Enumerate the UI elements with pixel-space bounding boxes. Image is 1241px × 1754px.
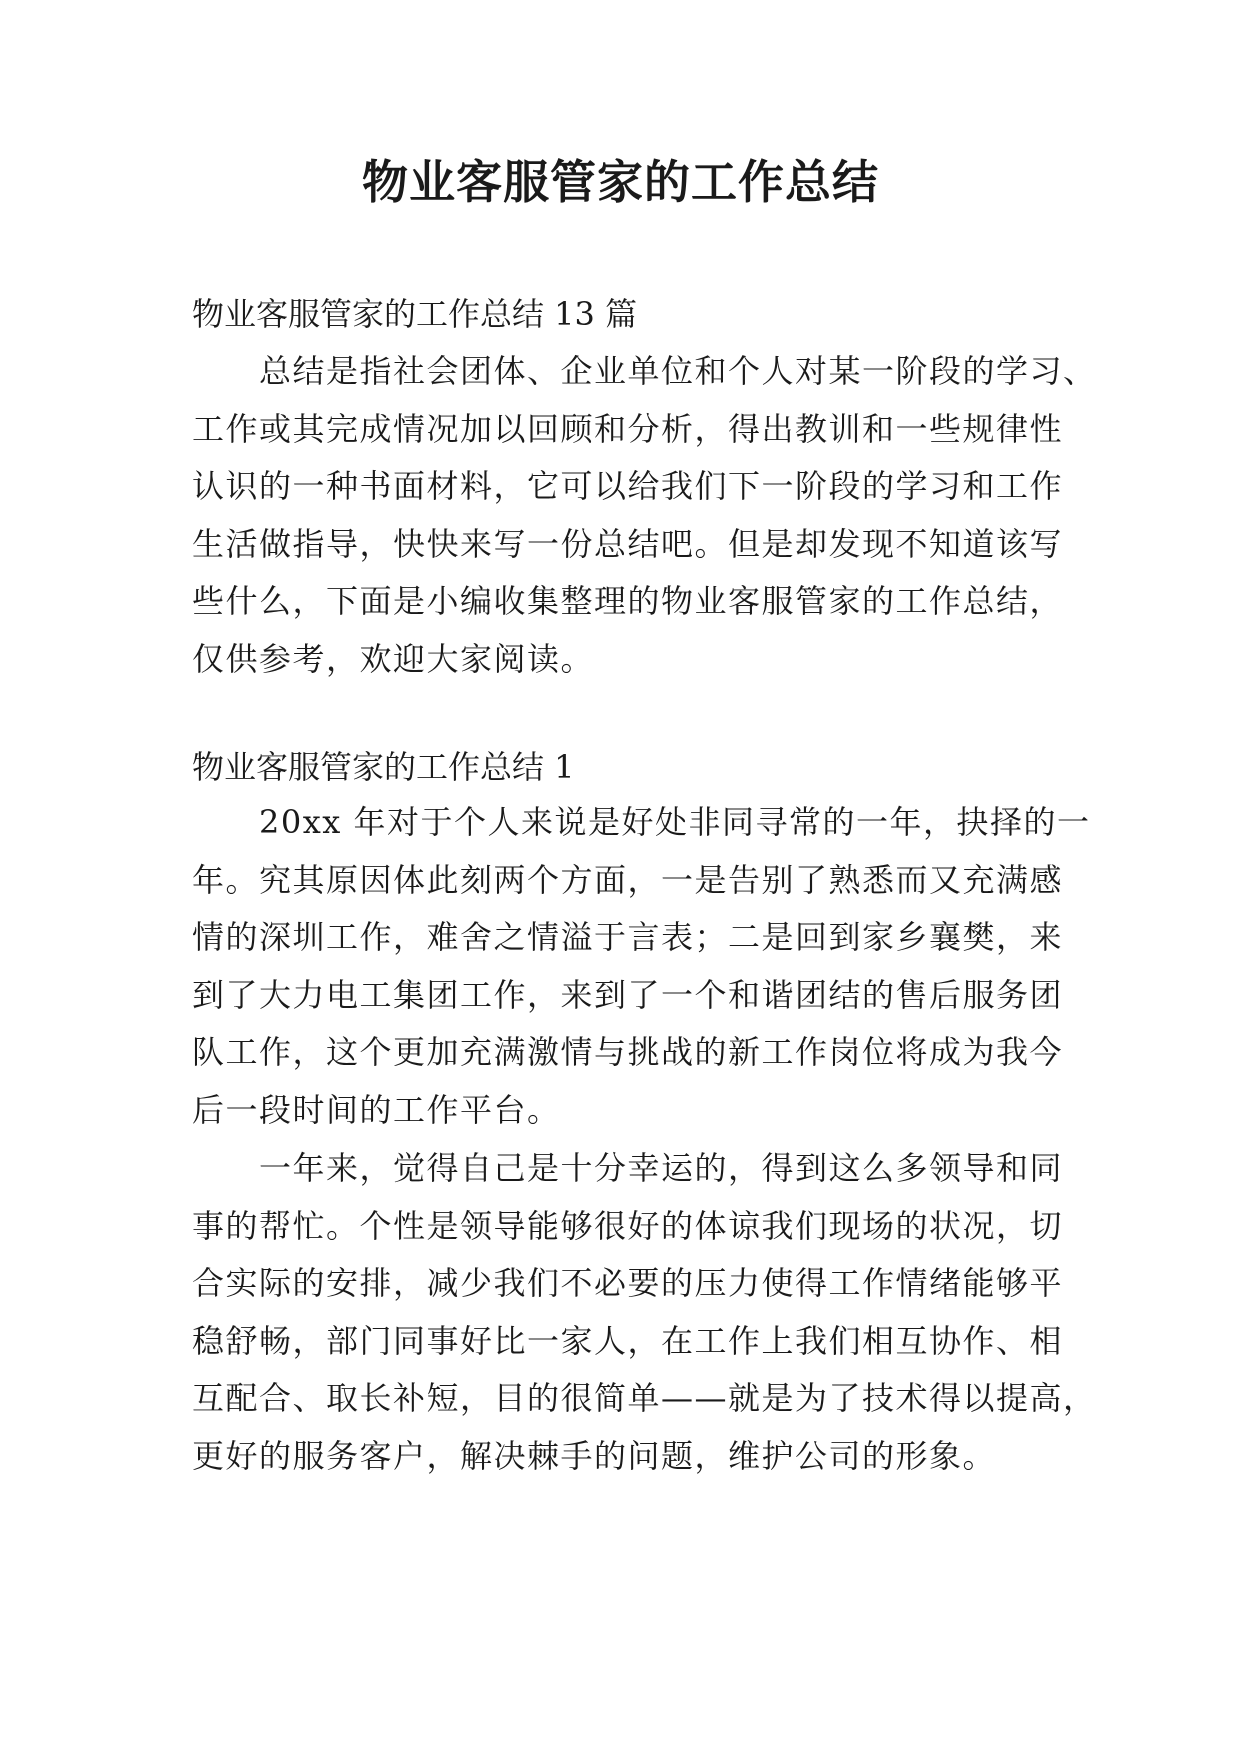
intro-line: 工作或其完成情况加以回顾和分析，得出教训和一些规律性 bbox=[192, 409, 1064, 448]
document-subtitle: 物业客服管家的工作总结 13 篇 bbox=[192, 295, 638, 333]
intro-line: 些什么，下面是小编收集整理的物业客服管家的工作总结， bbox=[192, 582, 1064, 621]
paragraph-line: 事的帮忙。个性是领导能够很好的体谅我们现场的状况，切 bbox=[192, 1206, 1064, 1245]
section-1-paragraph-1 bbox=[192, 794, 1091, 1140]
section-1-heading: 物业客服管家的工作总结 1 bbox=[192, 748, 575, 786]
paragraph-line: 互配合、取长补短，目的很简单——就是为了技术得以提高， bbox=[192, 1379, 1097, 1418]
paragraph-line: 20xx 年对于个人来说是好处非同寻常的一年，抉择的一 bbox=[259, 803, 1091, 841]
paragraph-line: 一年来，觉得自己是十分幸运的，得到这么多领导和同 bbox=[259, 1149, 1064, 1187]
paragraph-line: 合实际的安排，减少我们不必要的压力使得工作情绪能够平 bbox=[192, 1264, 1064, 1303]
document-title: 物业客服管家的工作总结 bbox=[362, 155, 879, 209]
paragraph-line: 队工作，这个更加充满激情与挑战的新工作岗位将成为我今 bbox=[192, 1033, 1064, 1072]
paragraph-line: 更好的服务客户，解决棘手的问题，维护公司的形象。 bbox=[192, 1436, 997, 1475]
paragraph-line: 年。究其原因体此刻两个方面，一是告别了熟悉而又充满感 bbox=[192, 860, 1064, 899]
paragraph-line: 后一段时间的工作平台。 bbox=[192, 1090, 561, 1129]
intro-line: 生活做指导，快快来写一份总结吧。但是却发现不知道该写 bbox=[192, 524, 1064, 563]
intro-paragraph bbox=[192, 343, 1097, 689]
paragraph-line: 到了大力电工集团工作，来到了一个和谐团结的售后服务团 bbox=[192, 975, 1064, 1014]
paragraph-line: 情的深圳工作，难舍之情溢于言表；二是回到家乡襄樊，来 bbox=[192, 918, 1064, 957]
section-1-paragraph-2 bbox=[192, 1140, 1097, 1486]
paragraph-line: 稳舒畅，部门同事好比一家人，在工作上我们相互协作、相 bbox=[192, 1321, 1064, 1360]
intro-line: 仅供参考，欢迎大家阅读。 bbox=[192, 639, 595, 678]
intro-line: 总结是指社会团体、企业单位和个人对某一阶段的学习、 bbox=[259, 352, 1097, 390]
intro-line: 认识的一种书面材料，它可以给我们下一阶段的学习和工作 bbox=[192, 467, 1064, 506]
